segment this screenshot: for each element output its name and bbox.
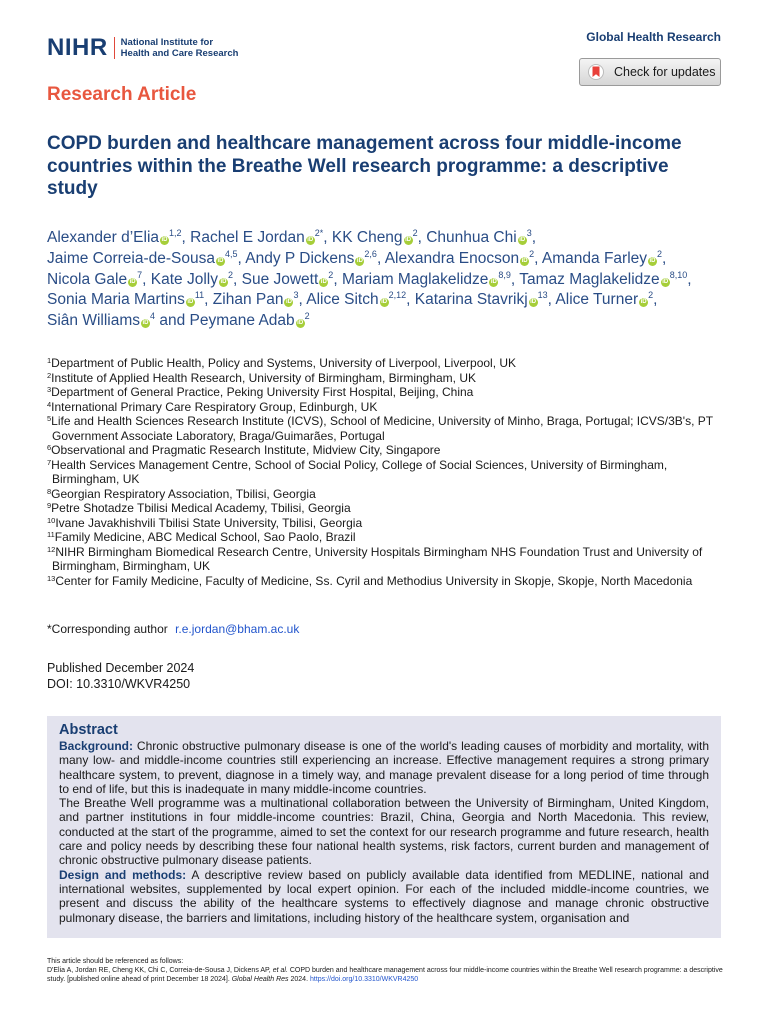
- author-item: [342, 271, 511, 288]
- author-affiliation-ref: 3: [526, 228, 532, 238]
- author-item: [47, 291, 204, 308]
- author-item: [245, 250, 377, 267]
- affiliation-item: [47, 458, 727, 487]
- orcid-icon[interactable]: iD: [217, 257, 224, 264]
- author-item: [190, 229, 323, 246]
- orcid-icon[interactable]: iD: [187, 299, 194, 306]
- publication-info: [47, 660, 194, 692]
- citation-footer: [47, 957, 727, 984]
- logo-line-1: National Institute for: [120, 37, 214, 48]
- author-affiliation-ref: 3: [293, 290, 299, 301]
- orcid-icon[interactable]: iD: [220, 278, 227, 285]
- affiliation-item: [47, 545, 727, 574]
- author-affiliation-ref: 2: [412, 228, 418, 238]
- article-type: Research Article: [47, 84, 197, 105]
- affiliation-number: 12: [47, 544, 56, 554]
- citation-authors: D'Elia A, Jordan RE, Cheng KK, Chi C, Correia-de-Sousa J, Dickens AP,: [47, 967, 271, 974]
- author-name[interactable]: Nicola Gale: [47, 270, 128, 288]
- author-item: [385, 250, 534, 267]
- affiliation-number: 2: [47, 370, 52, 380]
- citation-intro: This article should be referenced as follows:: [47, 958, 184, 965]
- logo-line-2: Health and Care Research: [120, 48, 239, 59]
- author-name[interactable]: Zihan Pan: [212, 291, 284, 309]
- check-for-updates-label: Check for updates: [614, 65, 716, 79]
- logo-text: [121, 37, 239, 59]
- affiliation-number: 6: [47, 443, 52, 452]
- author-name[interactable]: Peymane Adab: [189, 312, 295, 330]
- orcid-icon[interactable]: iD: [530, 299, 537, 306]
- author-affiliation-ref: 8,9: [498, 269, 511, 280]
- author-affiliation-ref: 2: [529, 248, 535, 259]
- author-name[interactable]: Alexander d’Elia: [47, 229, 160, 246]
- affiliation-item: [47, 516, 727, 531]
- author-item: [542, 250, 662, 267]
- affiliation-item: [47, 385, 727, 400]
- affiliation-number: 13: [47, 573, 56, 583]
- affiliation-text: Health Services Management Centre, School of Social Policy, College of Social Sciences, University of Birmingham, Birmingham, UK: [51, 457, 668, 486]
- affiliation-number: 7: [47, 457, 52, 467]
- author-affiliation-ref: 2: [227, 269, 233, 280]
- orcid-icon[interactable]: iD: [142, 320, 149, 327]
- affiliation-text: NIHR Birmingham Biomedical Research Centre, University Hospitals Birmingham NHS Foundation Trust and University of Birmingham, Birmingham, UK: [52, 544, 703, 573]
- journal-series: Global Health Research: [586, 30, 721, 44]
- affiliation-text: Ivane Javakhishvili Tbilisi State University, Tbilisi, Georgia: [55, 515, 363, 530]
- abstract-background-continued: The Breathe Well programme was a multinational collaboration between the University of Birmingham, United Kingdom, and partner institutions in four middle-income countries: Brazil, China, Georgia and North Macedonia. This review, conducted at the start of the programme, aimed to set the context for our research programme and future research, health care and policy needs by describing these four national health systems, risk factors, current burden and management of chronic obstructive pulmonary disease patients.: [59, 796, 709, 868]
- affiliation-item: [47, 400, 727, 415]
- affiliation-number: 11: [47, 530, 55, 539]
- author-item: [151, 271, 233, 288]
- author-name[interactable]: Alice Turner: [555, 291, 639, 309]
- author-name[interactable]: Chunhua Chi: [426, 229, 517, 246]
- affiliation-number: 5: [47, 414, 52, 423]
- methods-text: A descriptive review based on publicly available data identified from MEDLINE, national and international websites, supplemented by local expert opinion. For each of the included middle-income countries, we present and discuss the ability of the healthcare systems to effectively diagnose and manage chronic obstructive pulmonary disease, the barriers and limitations, including history of the healthcare system, organisation and: [59, 867, 710, 925]
- author-name[interactable]: Kate Jolly: [150, 270, 218, 288]
- author-affiliation-ref: 7: [137, 269, 143, 280]
- page-header: [47, 30, 721, 90]
- affiliation-text: Department of Public Health, Policy and Systems, University of Liverpool, Liverpool, UK: [51, 356, 517, 370]
- corresponding-author: [47, 622, 299, 636]
- author-affiliation-ref: 2: [328, 269, 334, 280]
- author-and: and: [159, 312, 186, 330]
- author-name[interactable]: Tamaz Maglakelidze: [519, 270, 660, 288]
- author-affiliation-ref: 2,6: [364, 248, 377, 259]
- author-affiliation-ref: 2,12: [388, 290, 407, 301]
- affiliation-number: 3: [47, 385, 52, 394]
- crossmark-icon: [588, 63, 604, 81]
- author-name[interactable]: Andy P Dickens: [245, 249, 355, 267]
- logo-divider: [114, 37, 115, 59]
- author-item: [190, 312, 310, 329]
- citation-text: [47, 966, 727, 984]
- check-for-updates-button[interactable]: [579, 58, 721, 86]
- orcid-icon[interactable]: iD: [161, 237, 168, 243]
- affiliation-number: 1: [47, 356, 52, 365]
- author-affiliation-ref: 4,5: [225, 248, 238, 259]
- doi-text: DOI: 10.3310/WKVR4250: [47, 677, 191, 691]
- affiliation-text: Institute of Applied Health Research, University of Birmingham, Birmingham, UK: [51, 370, 477, 385]
- author-name[interactable]: Amanda Farley: [541, 249, 648, 267]
- affiliation-item: [47, 530, 727, 545]
- logo-mark: NIHR: [47, 34, 108, 61]
- orcid-icon[interactable]: iD: [285, 299, 292, 306]
- citation-etal: et al.: [272, 967, 288, 974]
- author-item: [47, 229, 182, 246]
- orcid-icon[interactable]: iD: [356, 257, 363, 264]
- orcid-icon[interactable]: iD: [662, 278, 669, 285]
- abstract-box: [47, 716, 721, 938]
- affiliation-text: Georgian Respiratory Association, Tbilisi, Georgia: [51, 486, 316, 501]
- affiliation-item: [47, 443, 727, 458]
- author-name[interactable]: Alice Sitch: [306, 291, 379, 309]
- author-affiliation-ref: 2: [304, 311, 310, 322]
- author-affiliation-ref: 11: [194, 290, 205, 301]
- author-item: [332, 229, 418, 246]
- orcid-icon[interactable]: iD: [129, 278, 136, 285]
- author-affiliation-ref: 2: [648, 290, 654, 301]
- background-text: Chronic obstructive pulmonary disease is one of the world's leading causes of morbidity and mortality, with many low- and middle-income countries still experiencing an increase. Effective management requires a strong primary healthcare system, to prevent, diagnose in a timely way, and manage prevalent disease for a long period of time through to end of life, but this is inadequate in many middle-income countries.: [59, 739, 710, 796]
- affiliation-text: Family Medicine, ABC Medical School, Sao Paolo, Brazil: [54, 530, 356, 544]
- affiliation-number: 4: [47, 399, 52, 409]
- abstract-background: [59, 739, 709, 796]
- author-name[interactable]: Sue Jowett: [241, 270, 319, 288]
- affiliation-text: Center for Family Medicine, Faculty of Medicine, Ss. Cyril and Methodius University in Skopje, Skopje, North Macedonia: [55, 573, 693, 588]
- orcid-icon[interactable]: iD: [521, 257, 528, 264]
- author-item: [47, 250, 238, 267]
- affiliation-item: [47, 356, 727, 371]
- citation-year: 2024.: [290, 976, 309, 983]
- citation-doi-link[interactable]: https://doi.org/10.3310/WKVR4250: [309, 976, 419, 983]
- abstract-methods: [59, 868, 709, 925]
- author-list: Alexander d’Elia iD$^{1,2}$, Rachel E Jordan $iD^{2*}$, KK Cheng $iD^2$, Chunhua Chi $iD^3$, Jaime Correia-de-Sousa iD$^{4,5}$, Andy P Dickens iD$^{2,6}$, Alexandra Enocson $iD^2$, Amanda Farley $iD^2$, Nicola Gale $iD^7$, Kate Jolly $iD^2$, Sue Jowett $iD^2$, Mariam Maglakelidze iD$^{8,9}$, Tamaz Maglakelidze iD$^{8,10}$, Sonia Maria Martins $iD^{11}$, Zihan Pan $iD^3$, Alice Sitch iD$^{2,12}$, Katarina Stavrikj $iD^{13}$, Alice Turner $iD^2$, Siân Williams $iD^4$ and Peymane Adab $iD^2$: [47, 228, 692, 330]
- author-affiliation-ref: 2: [657, 248, 663, 259]
- affiliation-list: [47, 356, 727, 588]
- author-affiliation-ref: 4: [150, 311, 156, 322]
- affiliation-item: [47, 574, 727, 589]
- affiliation-text: Observational and Pragmatic Research Institute, Midview City, Singapore: [51, 443, 441, 457]
- author-name[interactable]: Jaime Correia-de-Sousa: [47, 249, 215, 267]
- author-affiliation-ref: 1,2: [169, 228, 182, 238]
- orcid-icon[interactable]: iD: [649, 257, 656, 264]
- corresponding-email-link[interactable]: r.e.jordan@bham.ac.uk: [175, 622, 300, 636]
- author-item: [47, 312, 155, 329]
- author-affiliation-ref: 13: [537, 290, 548, 301]
- author-name[interactable]: Rachel E Jordan: [190, 229, 305, 246]
- background-label: Background:: [59, 739, 134, 753]
- article-title: COPD burden and healthcare management across four middle-income countries within the Breathe Well research programme: a descriptive study: [47, 133, 682, 199]
- author-name[interactable]: Siân Williams: [47, 312, 141, 330]
- corresponding-author-label: *Corresponding author: [47, 622, 168, 636]
- nihr-logo[interactable]: [47, 34, 238, 62]
- affiliation-item: [47, 371, 727, 386]
- author-name[interactable]: Alexandra Enocson: [384, 249, 520, 267]
- affiliation-number: 8: [47, 486, 52, 496]
- affiliation-number: 9: [47, 501, 52, 510]
- orcid-icon[interactable]: iD: [405, 237, 412, 243]
- author-item: [306, 291, 406, 308]
- abstract-heading: Abstract: [59, 722, 118, 738]
- author-item: [415, 291, 548, 308]
- affiliation-text: Department of General Practice, Peking University First Hospital, Beijing, China: [51, 385, 474, 399]
- orcid-icon[interactable]: iD: [320, 278, 327, 285]
- orcid-icon[interactable]: iD: [381, 299, 388, 306]
- author-name[interactable]: Katarina Stavrikj: [414, 291, 528, 309]
- orcid-icon[interactable]: iD: [307, 237, 314, 243]
- affiliation-text: Petre Shotadze Tbilisi Medical Academy, Tbilisi, Georgia: [51, 501, 351, 515]
- author-item: [426, 229, 532, 246]
- orcid-icon[interactable]: iD: [490, 278, 497, 285]
- citation-journal: Global Health Res: [231, 976, 289, 983]
- affiliation-item: [47, 487, 727, 502]
- author-name[interactable]: KK Cheng: [331, 229, 403, 246]
- author-affiliation-ref: 8,10: [669, 269, 688, 280]
- orcid-icon[interactable]: iD: [519, 237, 526, 243]
- author-item: [47, 271, 142, 288]
- author-item: [213, 291, 299, 308]
- author-item: [242, 271, 334, 288]
- citation-title: COPD burden and healthcare management across four middle-income countries within the Breathe Well research programme: a descriptive study. [published online ahead of print December 18 2024].: [47, 967, 723, 983]
- affiliation-text: International Primary Care Respiratory Group, Edinburgh, UK: [51, 399, 378, 414]
- author-name[interactable]: Mariam Maglakelidze: [341, 270, 489, 288]
- abstract-body: [59, 739, 709, 925]
- author-name[interactable]: Sonia Maria Martins: [47, 291, 185, 309]
- affiliation-item: [47, 414, 727, 443]
- orcid-icon[interactable]: iD: [297, 320, 304, 327]
- affiliation-number: 10: [47, 515, 56, 525]
- affiliation-item: [47, 501, 727, 516]
- methods-label: Design and methods:: [59, 867, 187, 882]
- author-item: [555, 291, 653, 308]
- orcid-icon[interactable]: iD: [640, 299, 647, 306]
- author-item: [519, 271, 687, 288]
- affiliation-text: Life and Health Sciences Research Institute (ICVS), School of Medicine, University of Minho, Braga, Portugal; ICVS/3B's, PT Government Associate Laboratory, Braga/Guimarães, Portugal: [51, 414, 713, 443]
- published-date: Published December 2024: [47, 661, 195, 675]
- author-affiliation-ref: 2*: [314, 228, 324, 238]
